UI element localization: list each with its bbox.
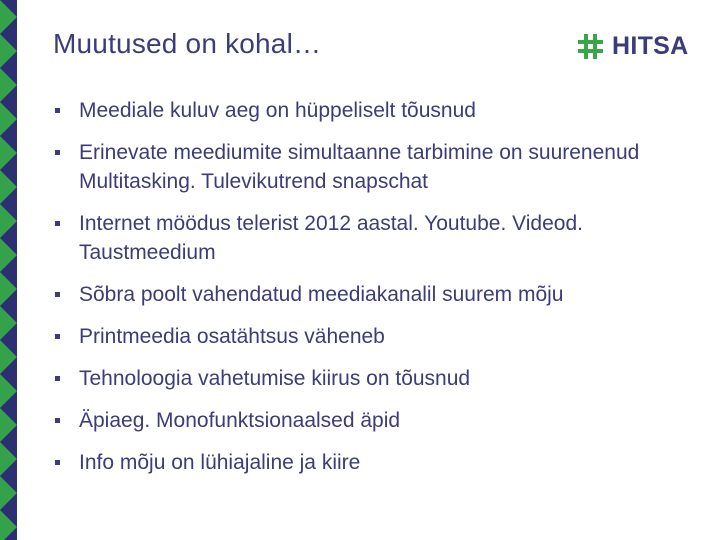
bullet-marker (55, 334, 60, 339)
bullet-marker (55, 221, 60, 226)
bullet-item (54, 448, 674, 477)
bullet-text: Erinevate meediumite simultaanne tarbimine on suurenenud Multitasking. Tulevikutrend snapschat (79, 141, 640, 193)
bullet-marker (55, 292, 60, 297)
bullet-text: Printmeedia osatähtsus väheneb (79, 325, 385, 348)
bullet-marker (55, 108, 60, 113)
bullet-item (54, 280, 674, 309)
bullet-text: Äpiaeg. Monofunktsionaalsed äpid (79, 409, 401, 432)
bullet-text: Internet möödus telerist 2012 aastal. Youtube. Videod. Taustmeedium (79, 212, 583, 264)
bullet-text: Tehnoloogia vahetumise kiirus on tõusnud (79, 367, 471, 390)
slide-title: Muutused on kohal… (53, 28, 322, 59)
bullet-marker (55, 418, 60, 423)
hashtag-icon (577, 33, 604, 60)
bullet-item (54, 322, 674, 351)
bullet-marker (55, 376, 60, 381)
bullet-marker (55, 150, 60, 155)
bullet-text: Sõbra poolt vahendatud meediakanalil suurem mõju (79, 283, 564, 306)
bullet-item (54, 138, 674, 196)
hitsa-logo (577, 31, 689, 61)
bullet-item (54, 364, 674, 393)
bullet-text: Meediale kuluv aeg on hüppeliselt tõusnud (79, 99, 476, 122)
bullet-item (54, 209, 674, 267)
bullet-text: Info mõju on lühiajaline ja kiire (79, 451, 361, 474)
bullet-item (54, 96, 674, 125)
logo-text: HITSA (612, 32, 689, 60)
bullet-list (54, 96, 674, 490)
decorative-left-strip (0, 0, 17, 540)
bullet-item (54, 406, 674, 435)
bullet-marker (55, 460, 60, 465)
